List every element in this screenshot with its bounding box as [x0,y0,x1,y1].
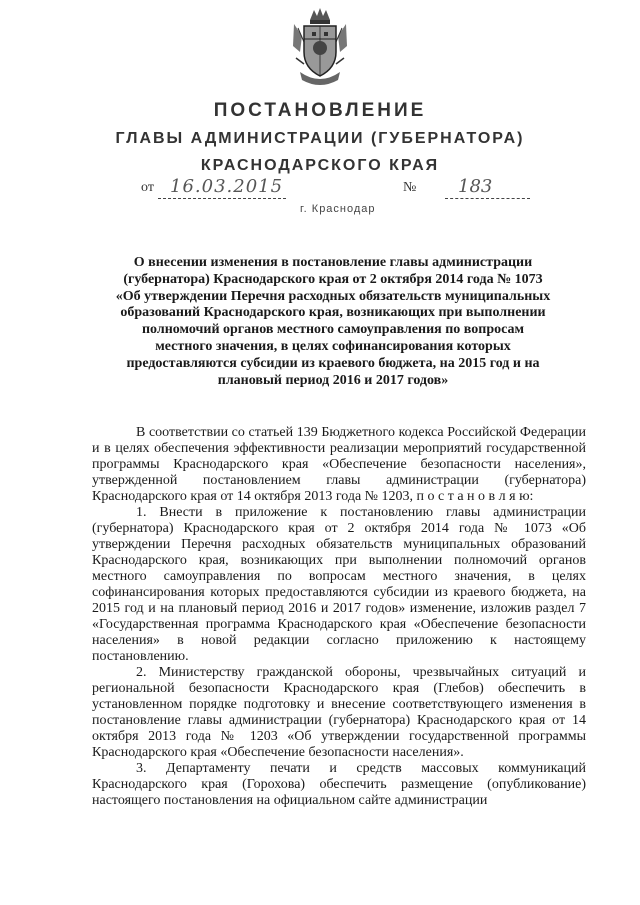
title-line: местного значения, в целях софинансирования которых [155,338,511,354]
document-body [92,425,586,809]
title-line: плановый период 2016 и 2017 годов» [217,372,449,388]
document-type-heading: ПОСТАНОВЛЕНИЕ [213,100,427,121]
krasnodar-coat-of-arms-icon [290,6,350,88]
title-line: образований Краснодарского края, возникающих при выполнении [120,305,546,321]
clause-1-paragraph: 1. Внести в приложение к постановлению главы администрации (губернатора) Краснодарского края от 2 октября 2014 года № 1073 «Об утверждении Перечня расходных обязательств муниципальных образований Краснодарского края, возникающих при выполнении полномочий органов местного самоуправления по вопросам местного значения, в целях софинансирования которых предоставляются субсидии из краевого бюджета, на 2015 год и на плановый период 2016 и 2017 годов» изменение, изложив раздел 7 «Государственная программа Краснодарского края «Обеспечение безопасности населения» в новой редакции согласно приложению к настоящему постановлению. [92,505,586,664]
region-heading: КРАСНОДАРСКОГО КРАЯ [200,157,440,174]
title-line: О внесении изменения в постановление главы администрации [133,255,533,270]
number-value: 183 [458,176,493,197]
city-label: г. Краснодар [300,203,376,215]
number-underline [445,198,530,199]
title-line: предоставляются субсидии из краевого бюджета, на 2015 год и на [126,355,540,371]
issuer-heading: ГЛАВЫ АДМИНИСТРАЦИИ (ГУБЕРНАТОРА) [115,130,525,147]
title-line: «Об утверждении Перечня расходных обязательств муниципальных [115,288,551,304]
clause-2-paragraph: 2. Министерству гражданской обороны, чрезвычайных ситуаций и региональной безопасности Краснодарского края (Глебов) обеспечить в установленном порядке подготовку и внесение соответствующего изменения в постановление главы администрации (губернатора) Краснодарского края от 14 октября 2013 года № 1203 «Об утверждении государственной программы Краснодарского края «Обеспечение безопасности населения». [92,665,586,760]
title-line: (губернатора) Краснодарского края от 2 октября 2014 года № 1073 [123,271,543,287]
document-title [88,255,578,389]
title-line: полномочий органов местного самоуправления по вопросам [141,322,525,338]
date-value: 16.03.2015 [170,176,284,197]
preamble-paragraph: В соответствии со статьей 139 Бюджетного кодекса Российской Федерации и в целях обеспечения эффективности реализации мероприятий государственной программы Краснодарского края «Обеспечение безопасности населения», утвержденной постановлением главы администрации (губернатора) Краснодарского края от 14 октября 2013 года № 1203, п о с т а н о в л я ю: [92,425,586,504]
number-label: № [403,180,417,195]
clause-3-paragraph: 3. Департаменту печати и средств массовых коммуникаций Краснодарского края (Горохова) обеспечить размещение (опубликование) настоящего постановления на официальном сайте администрации [92,761,586,808]
date-label: от [141,180,154,195]
date-underline [158,198,286,199]
